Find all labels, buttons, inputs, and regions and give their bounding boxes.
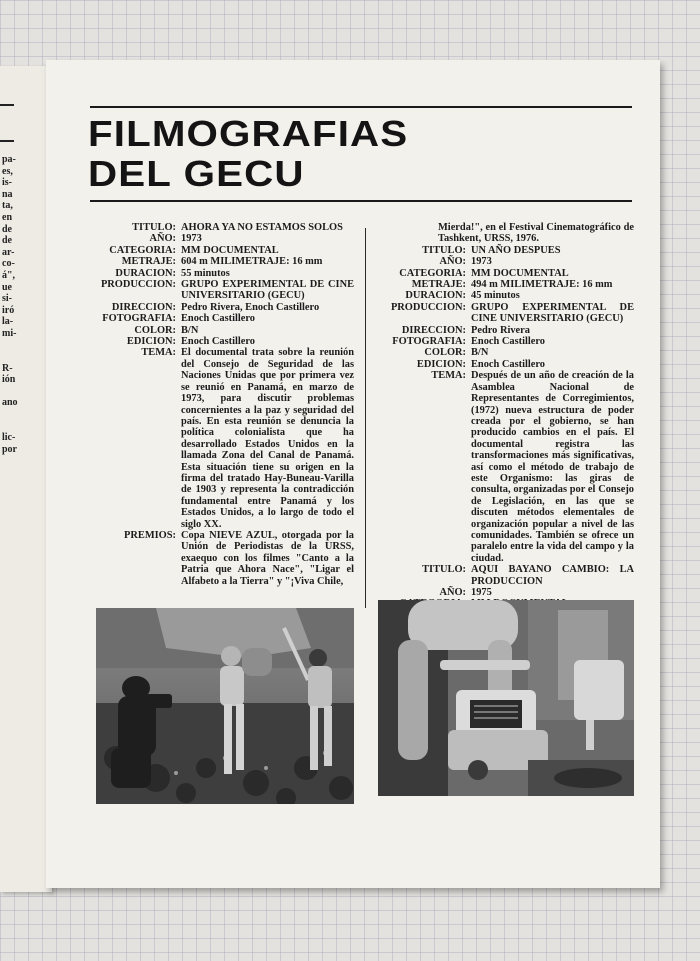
facing-page-line: ano — [2, 397, 18, 409]
facing-page-rule — [0, 140, 14, 142]
page-title — [88, 114, 408, 194]
facing-page-line — [2, 409, 52, 421]
field-ano: AÑO: 1973 — [149, 233, 202, 245]
facing-page-line: de — [2, 223, 12, 235]
facing-page-rule — [0, 104, 14, 106]
field-fotografia: FOTOGRAFIA: Enoch Castillero — [392, 336, 545, 348]
photo-field-image — [96, 608, 354, 804]
field-edicion: EDICION: Enoch Castillero — [416, 358, 545, 370]
facing-page-line: iró — [2, 304, 15, 316]
field-produccion: PRODUCCION: GRUPO EXPERIMENTAL DE CINE UNIVERSITARIO (GECU) — [390, 301, 634, 325]
photo-film-crew-field — [96, 608, 354, 804]
photo-machinery — [378, 600, 634, 796]
facing-page-line: de — [2, 235, 12, 247]
facing-page-line: si- — [2, 293, 12, 305]
field-direccion: DIRECCION: Pedro Rivera — [401, 324, 530, 336]
field-tema: TEMA: El documental trata sobre la reunión del Consejo de Seguridad de las Naciones Unidas que por primera vez se reunió en Panamá, en marzo de 1973, para discutir problemas concernientes a la paz y seguridad del país. En esta reunión se denuncia la política colonialista que ha desarrollado Estados Unidos en la llamada Zona del Canal de Panamá. Esta situación tiene su origen en la firma del tratado Hay-Buneau-Varilla de 1903 y representa la contradicción fundamental entre Panamá y los Estados Unidos, a lo largo de todo el siglo XX. — [141, 347, 354, 530]
field-metraje: METRAJE: 604 m MILIMETRAJE: 16 mm — [121, 256, 323, 268]
facing-page-line — [2, 421, 52, 433]
field-titulo: TITULO: AHORA YA NO ESTAMOS SOLOS — [132, 222, 343, 233]
facing-page-line: na — [2, 188, 13, 200]
field-direccion: DIRECCION: Pedro Rivera, Enoch Castillero — [111, 301, 320, 313]
photo-machinery-image — [378, 600, 634, 796]
field-duracion: DURACION: 55 minutos — [115, 267, 230, 279]
field-fotografia: FOTOGRAFIA: Enoch Castillero — [102, 313, 255, 325]
field-titulo: TITULO: UN AÑO DESPUES — [422, 244, 561, 256]
film-entries-2-3 — [378, 222, 634, 621]
facing-page-line: por — [2, 443, 17, 455]
field-color: COLOR: B/N — [134, 324, 199, 336]
film-entry-2 — [378, 245, 634, 564]
facing-page-line: la- — [2, 316, 14, 328]
facing-page — [0, 66, 52, 892]
field-premios: PREMIOS: Copa NIEVE AZUL, otorgada por la Unión de Periodistas de la URSS, exaequo con los filmes "Canto a la Patria que Ahora Nace", "Ligar el Alfabeto a la Tierra" y "¡Viva Chile, — [124, 529, 354, 587]
facing-page-line: ta, — [2, 200, 13, 212]
facing-page-line: lic- — [2, 432, 16, 444]
facing-page-line: es, — [2, 165, 13, 177]
film-entry-1 — [96, 222, 354, 587]
column-divider — [365, 228, 366, 608]
title-rule-bottom — [90, 200, 632, 202]
facing-page-line — [2, 351, 52, 363]
facing-page-line: co- — [2, 258, 15, 270]
facing-page-line: ar- — [2, 246, 15, 258]
field-duracion: DURACION: 45 minutos — [405, 290, 520, 302]
field-edicion: EDICION: Enoch Castillero — [126, 336, 255, 348]
facing-page-line: pa- — [2, 154, 16, 165]
facing-page-line: á", — [2, 269, 16, 281]
field-produccion: PRODUCCION: GRUPO EXPERIMENTAL DE CINE UNIVERSITARIO (GECU) — [100, 279, 354, 302]
facing-page-text — [2, 154, 52, 455]
title-rule-top — [90, 106, 632, 108]
magazine-page — [46, 60, 660, 888]
field-ano: AÑO: 1975 — [439, 587, 492, 598]
facing-page-line: R- — [2, 362, 13, 374]
facing-page-line — [2, 386, 52, 398]
field-metraje: METRAJE: 494 m MILIMETRAJE: 16 mm — [411, 279, 613, 291]
field-categoria: CATEGORIA: MM DOCUMENTAL — [109, 244, 279, 256]
field-categoria: CATEGORIA: MM DOCUMENTAL — [399, 267, 569, 279]
title-line-2: DEL GECU — [88, 153, 305, 194]
facing-page-line: ión — [2, 374, 16, 386]
field-ano: AÑO: 1973 — [439, 256, 492, 268]
title-line-1: FILMOGRAFIAS — [88, 113, 409, 154]
facing-page-line: en — [2, 211, 12, 223]
field-titulo: TITULO: AQUI BAYANO CAMBIO: LA PRODUCCION — [422, 564, 634, 587]
facing-page-line: mi- — [2, 327, 17, 339]
field-color: COLOR: B/N — [424, 347, 489, 359]
facing-page-line: is- — [2, 177, 12, 189]
premios-continuation: Mierda!", en el Festival Cinematográfico de Tashkent, URSS, 1976. — [438, 222, 634, 245]
facing-page-line — [2, 340, 52, 352]
facing-page-line: ue — [2, 281, 12, 293]
field-tema: TEMA: Después de un año de creación de la Asamblea Nacional de Representantes de Corregimientos, (1972) nueva estructura de poder creada por el gobierno, se han producido cambios en el país. El documental registra las transformaciones más significativas, así como el método de trabajo de este Organismo: las giras de consulta, organizadas por el Consejo de Legislación, en las que se discuten métodos elementales de organización popular a nivel de las comunidades. También se ofrece un paralelo entre la vida del campo y la ciudad. — [431, 370, 634, 564]
